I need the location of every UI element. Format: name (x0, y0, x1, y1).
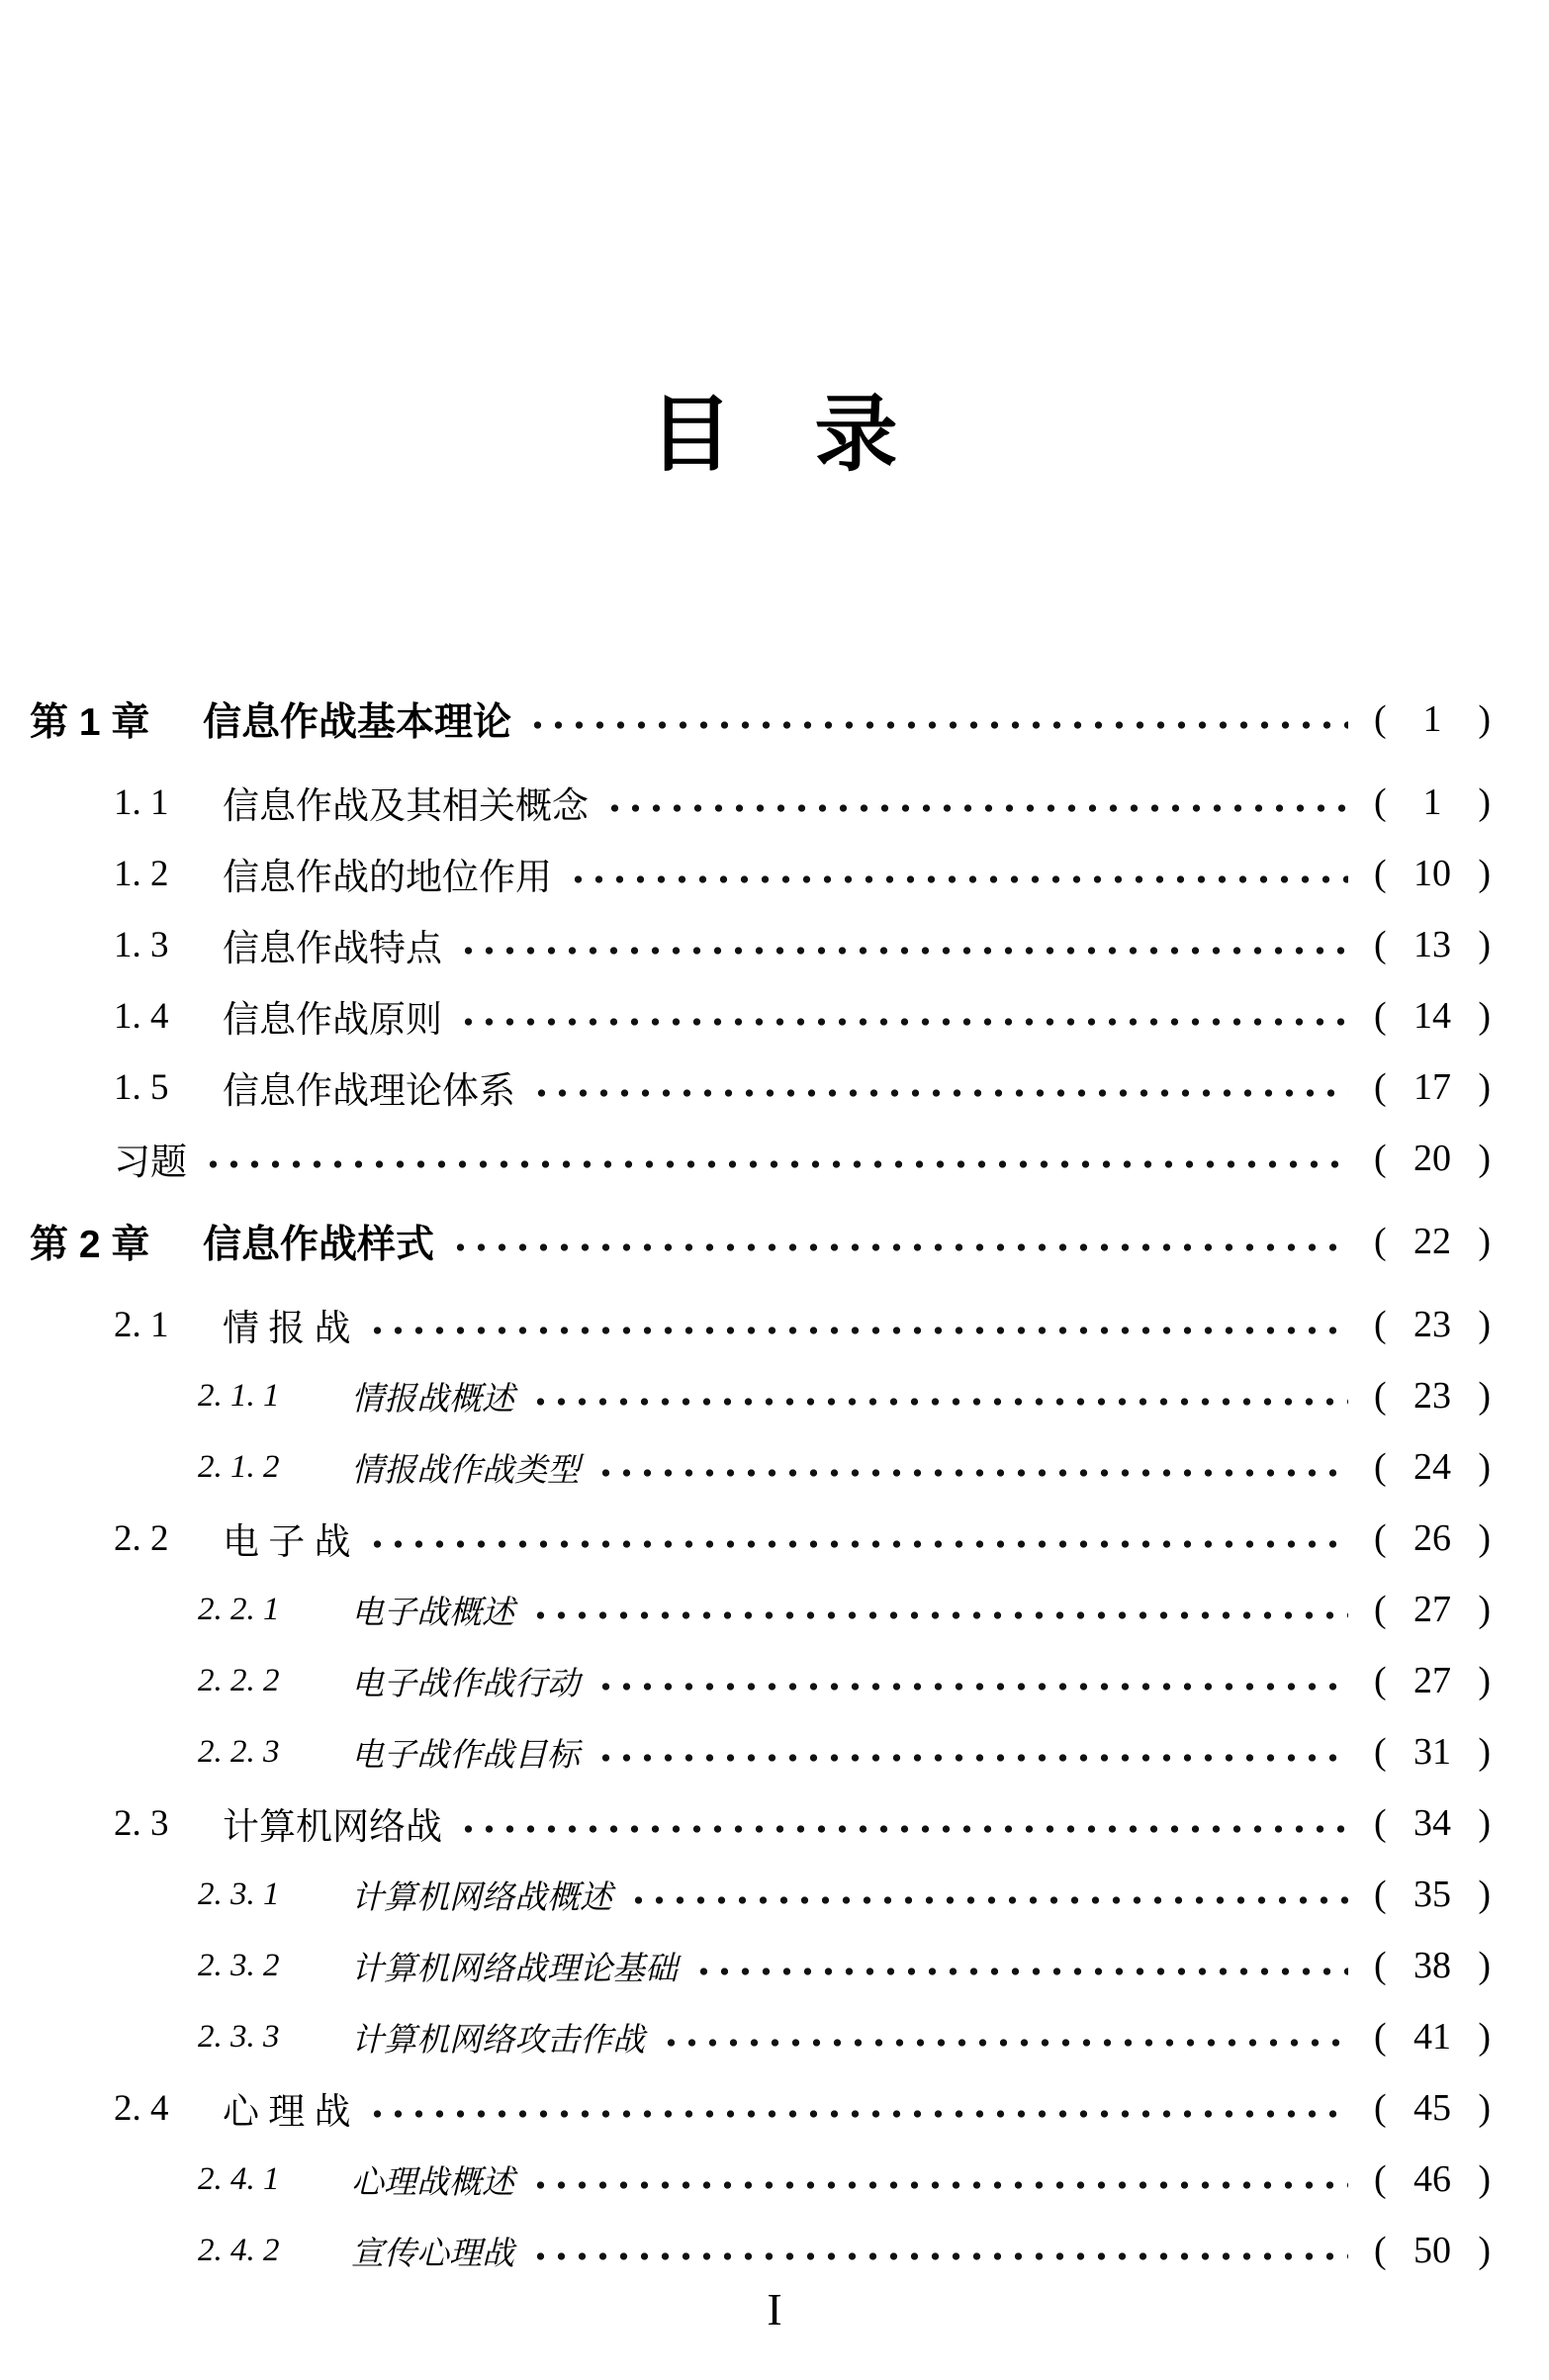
entry-number: 2. 2. 2 (198, 1662, 280, 1698)
close-paren: ) (1478, 1660, 1491, 1701)
close-paren: ) (1478, 781, 1491, 823)
entry-page (1374, 1659, 1491, 1702)
page-number: 27 (1413, 1589, 1451, 1630)
open-paren: ( (1374, 1221, 1387, 1262)
page-number: 20 (1413, 1138, 1451, 1179)
open-paren: ( (1374, 1589, 1387, 1630)
entry-title: 电子战概述 (351, 1595, 514, 1631)
close-paren: ) (1478, 2158, 1491, 2200)
toc-entry (0, 838, 1491, 909)
entry-page (1374, 780, 1491, 824)
toc-entry (0, 2072, 1491, 2144)
page-number: 22 (1413, 1221, 1451, 1262)
close-paren: ) (1478, 1945, 1491, 1986)
entry-page (1374, 994, 1491, 1038)
entry-number: 2. 3 (114, 1802, 169, 1844)
toc-entry (0, 1859, 1491, 1930)
toc-entry (0, 1052, 1491, 1123)
open-paren: ( (1374, 1375, 1387, 1417)
leader-dots (604, 803, 1348, 813)
entry-number: 2. 1. 2 (198, 1448, 280, 1485)
leader-dots (568, 874, 1348, 884)
page-number: 26 (1413, 1517, 1451, 1559)
open-paren: ( (1374, 1874, 1387, 1915)
entry-page (1374, 697, 1491, 741)
toc-entry (0, 980, 1491, 1052)
entry-page (1374, 1516, 1491, 1560)
page-number: 23 (1413, 1304, 1451, 1345)
close-paren: ) (1478, 1066, 1491, 1108)
entry-page (1374, 1873, 1491, 1916)
close-paren: ) (1478, 2016, 1491, 2058)
entry-title: 信息作战理论体系 (223, 1071, 515, 1112)
entry-number: 2. 3. 2 (198, 1947, 280, 1983)
leader-dots (628, 1895, 1348, 1905)
leader-dots (595, 1682, 1348, 1692)
leader-dots (530, 1610, 1348, 1620)
entry-page (1374, 1137, 1491, 1180)
entry-title: 信息作战基本理论 (203, 701, 512, 744)
close-paren: ) (1478, 853, 1491, 894)
entry-number: 1. 1 (114, 781, 169, 823)
page-number: 31 (1413, 1731, 1451, 1773)
entry-number: 1. 2 (114, 853, 169, 894)
entry-number: 第 2 章 (30, 1224, 150, 1266)
entry-number: 2. 3. 3 (198, 2018, 280, 2055)
leader-dots (693, 1967, 1348, 1976)
leader-dots (530, 1397, 1348, 1407)
entry-page (1374, 1065, 1491, 1109)
entry-number: 2. 3. 1 (198, 1876, 280, 1912)
entry-number: 1. 5 (114, 1066, 169, 1108)
toc-entry (0, 767, 1491, 838)
page-number: 14 (1413, 995, 1451, 1037)
page-number: 24 (1413, 1446, 1451, 1488)
entry-number: 2. 2. 3 (198, 1733, 280, 1770)
entry-title: 计算机网络战概述 (351, 1879, 612, 1916)
open-paren: ( (1374, 2087, 1387, 2129)
page-number: 38 (1413, 1945, 1451, 1986)
open-paren: ( (1374, 1446, 1387, 1488)
page-number: 17 (1413, 1066, 1451, 1108)
entry-title: 情 报 战 (223, 1309, 351, 1349)
close-paren: ) (1478, 924, 1491, 965)
open-paren: ( (1374, 853, 1387, 894)
toc-entry (0, 1930, 1491, 2001)
open-paren: ( (1374, 698, 1387, 740)
open-paren: ( (1374, 1945, 1387, 1986)
toc-list (0, 672, 1549, 2286)
close-paren: ) (1478, 698, 1491, 740)
entry-title: 情报战作战类型 (351, 1452, 580, 1489)
entry-title: 信息作战原则 (223, 1000, 442, 1041)
entry-page (1374, 852, 1491, 895)
page-number: 35 (1413, 1874, 1451, 1915)
open-paren: ( (1374, 1304, 1387, 1345)
entry-page (1374, 1220, 1491, 1263)
open-paren: ( (1374, 1660, 1387, 1701)
entry-title: 计算机网络攻击作战 (351, 2022, 645, 2059)
close-paren: ) (1478, 1375, 1491, 1417)
close-paren: ) (1478, 1731, 1491, 1773)
toc-entry (0, 1360, 1491, 1431)
entry-title: 情报战概述 (351, 1381, 514, 1418)
close-paren: ) (1478, 1874, 1491, 1915)
page-number: 10 (1413, 853, 1451, 894)
open-paren: ( (1374, 2230, 1387, 2271)
toc-entry (0, 2001, 1491, 2072)
toc-entry (0, 1645, 1491, 1716)
entry-number: 2. 4. 1 (198, 2160, 280, 2197)
close-paren: ) (1478, 995, 1491, 1037)
close-paren: ) (1478, 1446, 1491, 1488)
toc-entry (0, 1431, 1491, 1503)
page-number: 27 (1413, 1660, 1451, 1701)
entry-number: 2. 2. 1 (198, 1591, 280, 1627)
page-number: 1 (1422, 781, 1442, 823)
leader-dots (530, 2180, 1348, 2190)
open-paren: ( (1374, 1731, 1387, 1773)
leader-dots (661, 2038, 1348, 2048)
open-paren: ( (1374, 1066, 1387, 1108)
close-paren: ) (1478, 1589, 1491, 1630)
entry-page (1374, 1801, 1491, 1845)
entry-page (1374, 923, 1491, 966)
toc-entry (0, 1289, 1491, 1360)
entry-title: 信息作战的地位作用 (223, 858, 552, 898)
entry-page (1374, 2229, 1491, 2272)
leader-dots (458, 946, 1348, 956)
entry-number: 2. 4 (114, 2087, 169, 2129)
leader-dots (527, 720, 1348, 730)
entry-number: 2. 1. 1 (198, 1377, 280, 1414)
page-number: 41 (1413, 2016, 1451, 2058)
entry-page (1374, 2157, 1491, 2201)
entry-title: 信息作战样式 (203, 1224, 435, 1266)
toc-entry (0, 1574, 1491, 1645)
page-number: 46 (1413, 2158, 1451, 2200)
entry-title: 心 理 战 (223, 2092, 351, 2133)
entry-page (1374, 1944, 1491, 1987)
leader-dots (531, 1088, 1348, 1098)
toc-entry (0, 1123, 1491, 1194)
page-number: 45 (1413, 2087, 1451, 2129)
leader-dots (458, 1017, 1348, 1027)
page-number: 1 (1422, 698, 1442, 740)
folio-page-number: I (767, 2284, 782, 2334)
leader-dots (450, 1242, 1348, 1252)
open-paren: ( (1374, 995, 1387, 1037)
open-paren: ( (1374, 2016, 1387, 2058)
close-paren: ) (1478, 2230, 1491, 2271)
toc-entry (0, 2144, 1491, 2215)
close-paren: ) (1478, 2087, 1491, 2129)
toc-entry (0, 1716, 1491, 1787)
leader-dots (458, 1824, 1348, 1834)
close-paren: ) (1478, 1221, 1491, 1262)
entry-title: 习题 (114, 1143, 187, 1183)
entry-title: 计算机网络战 (223, 1807, 442, 1848)
page-title: 目 录 (649, 390, 900, 482)
entry-page (1374, 1445, 1491, 1489)
leader-dots (595, 1753, 1348, 1763)
close-paren: ) (1478, 1138, 1491, 1179)
entry-number: 2. 1 (114, 1304, 169, 1345)
toc-entry (0, 684, 1491, 755)
leader-dots (530, 2251, 1348, 2261)
entry-number: 第 1 章 (30, 701, 150, 744)
entry-title: 计算机网络战理论基础 (351, 1951, 678, 1987)
entry-title: 信息作战特点 (223, 929, 442, 969)
open-paren: ( (1374, 924, 1387, 965)
leader-dots (203, 1159, 1348, 1169)
entry-title: 宣传心理战 (351, 2236, 514, 2272)
entry-number: 1. 3 (114, 924, 169, 965)
leader-dots (367, 1539, 1349, 1549)
open-paren: ( (1374, 1138, 1387, 1179)
page-number: 34 (1413, 1802, 1451, 1844)
entry-page (1374, 1730, 1491, 1774)
entry-page (1374, 2086, 1491, 2130)
close-paren: ) (1478, 1517, 1491, 1559)
toc-entry (0, 1503, 1491, 1574)
entry-title: 电子战作战行动 (351, 1666, 580, 1702)
leader-dots (367, 2109, 1349, 2119)
toc-entry (0, 2215, 1491, 2286)
open-paren: ( (1374, 781, 1387, 823)
entry-page (1374, 1303, 1491, 1346)
page-number: 50 (1413, 2230, 1451, 2271)
leader-dots (595, 1468, 1348, 1478)
entry-number: 2. 2 (114, 1517, 169, 1559)
toc-entry (0, 1206, 1491, 1277)
entry-title: 信息作战及其相关概念 (223, 786, 589, 827)
leader-dots (367, 1326, 1349, 1335)
entry-title: 电 子 战 (223, 1522, 351, 1563)
open-paren: ( (1374, 2158, 1387, 2200)
open-paren: ( (1374, 1517, 1387, 1559)
entry-number: 2. 4. 2 (198, 2232, 280, 2268)
entry-page (1374, 1588, 1491, 1631)
close-paren: ) (1478, 1304, 1491, 1345)
entry-number: 1. 4 (114, 995, 169, 1037)
open-paren: ( (1374, 1802, 1387, 1844)
entry-page (1374, 2015, 1491, 2059)
entry-title: 心理战概述 (351, 2164, 514, 2201)
page-number: 23 (1413, 1375, 1451, 1417)
toc-entry (0, 1787, 1491, 1859)
page-number: 13 (1413, 924, 1451, 965)
close-paren: ) (1478, 1802, 1491, 1844)
entry-page (1374, 1374, 1491, 1418)
toc-entry (0, 909, 1491, 980)
entry-title: 电子战作战目标 (351, 1737, 580, 1774)
